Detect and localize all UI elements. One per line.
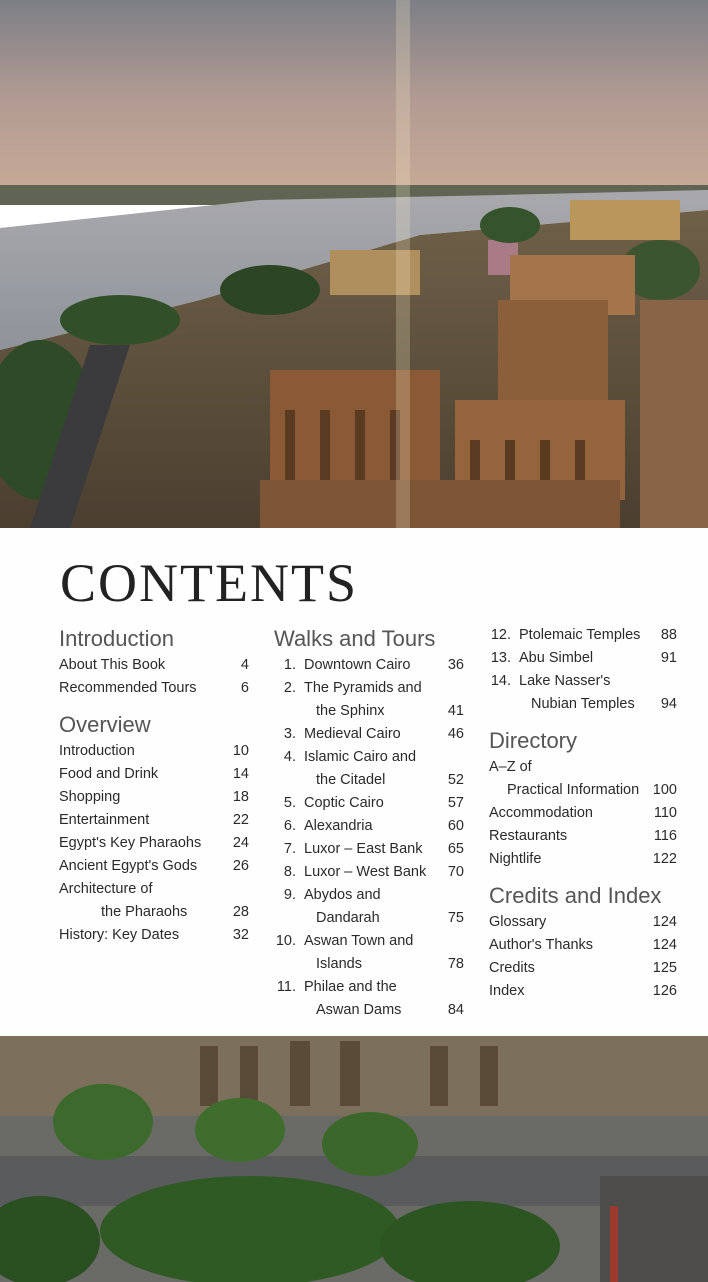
page-number: 41 (447, 703, 464, 719)
page-number: 124 (652, 914, 677, 930)
toc-entry: Shopping 18 (59, 786, 249, 809)
toc-entry: 7. Luxor – East Bank 65 (274, 838, 464, 861)
page-number: 116 (653, 828, 677, 844)
toc-entry: Credits 125 (489, 957, 677, 980)
page-title: CONTENTS (60, 553, 358, 613)
toc-entry: 11. Philae and the Aswan Dams 84 (274, 976, 464, 1022)
page-number: 78 (447, 956, 464, 972)
toc-entry: Food and Drink 14 (59, 763, 249, 786)
page-number: 18 (232, 789, 249, 805)
toc-entry: 8. Luxor – West Bank 70 (274, 861, 464, 884)
page-number: 65 (447, 841, 464, 857)
section-heading-credits-and-index: Credits and Index (489, 883, 662, 908)
toc-entry: A–Z of Practical Information 100 (489, 756, 677, 802)
toc-entry: History: Key Dates 32 (59, 924, 249, 947)
toc-entry: 2. The Pyramids and the Sphinx 41 (274, 677, 464, 723)
page-number: 36 (447, 657, 464, 673)
page-number: 110 (653, 805, 677, 821)
page-number: 46 (447, 726, 464, 742)
toc-entry: Author's Thanks 124 (489, 934, 677, 957)
toc-entry: 6. Alexandria 60 (274, 815, 464, 838)
page-number: 91 (660, 650, 677, 666)
page-number: 70 (447, 864, 464, 880)
toc-entry: Entertainment 22 (59, 809, 249, 832)
toc-entry: Ancient Egypt's Gods 26 (59, 855, 249, 878)
toc-entry: 5. Coptic Cairo 57 (274, 792, 464, 815)
page-number: 126 (652, 983, 677, 999)
toc-entry: Restaurants 116 (489, 825, 677, 848)
toc-entry: Accommodation 110 (489, 802, 677, 825)
page-number: 52 (447, 772, 464, 788)
page-number: 4 (240, 657, 249, 673)
page-number: 32 (232, 927, 249, 943)
page-number: 57 (447, 795, 464, 811)
toc-entry: About This Book 4 (59, 654, 249, 677)
page-number: 6 (240, 680, 249, 696)
section-heading-walks-and-tours: Walks and Tours (274, 626, 436, 651)
toc-entry: 1. Downtown Cairo 36 (274, 654, 464, 677)
toc-entry: 9. Abydos and Dandarah 75 (274, 884, 464, 930)
page-number: 24 (232, 835, 249, 851)
toc-entry: Index 126 (489, 980, 677, 1003)
page-number: 125 (652, 960, 677, 976)
page-number: 94 (660, 696, 677, 712)
page-number: 75 (447, 910, 464, 926)
column-3 (489, 624, 677, 1003)
toc-entry: 14. Lake Nasser's Nubian Temples 94 (489, 670, 677, 716)
toc-entry: Egypt's Key Pharaohs 24 (59, 832, 249, 855)
page-number: 122 (652, 851, 677, 867)
page-number: 22 (232, 812, 249, 828)
page-number: 88 (660, 627, 677, 643)
toc-entry: 12. Ptolemaic Temples 88 (489, 624, 677, 647)
photo-top-luxor-temple (0, 0, 708, 528)
toc-entry: Architecture of the Pharaohs 28 (59, 878, 249, 924)
toc-entry: 3. Medieval Cairo 46 (274, 723, 464, 746)
column-2 (274, 624, 464, 1022)
page-number: 10 (232, 743, 249, 759)
section-heading-overview: Overview (59, 712, 151, 737)
contents-panel (0, 528, 708, 1036)
page-number: 100 (652, 782, 677, 798)
page-number: 124 (652, 937, 677, 953)
page-number: 14 (232, 766, 249, 782)
page-number: 84 (447, 1002, 464, 1018)
page-number: 26 (232, 858, 249, 874)
toc-entry: 10. Aswan Town and Islands 78 (274, 930, 464, 976)
toc-entry: Nightlife 122 (489, 848, 677, 871)
toc-entry: Introduction 10 (59, 740, 249, 763)
section-heading-directory: Directory (489, 728, 578, 753)
toc-entry: Glossary 124 (489, 911, 677, 934)
photo-bottom-temple-avenue (0, 1036, 708, 1282)
column-1 (59, 624, 249, 947)
toc-entry: 4. Islamic Cairo and the Citadel 52 (274, 746, 464, 792)
page-number: 28 (232, 904, 249, 920)
toc-entry: 13. Abu Simbel 91 (489, 647, 677, 670)
section-heading-introduction: Introduction (59, 626, 174, 651)
page-number: 60 (447, 818, 464, 834)
toc-entry: Recommended Tours 6 (59, 677, 249, 700)
